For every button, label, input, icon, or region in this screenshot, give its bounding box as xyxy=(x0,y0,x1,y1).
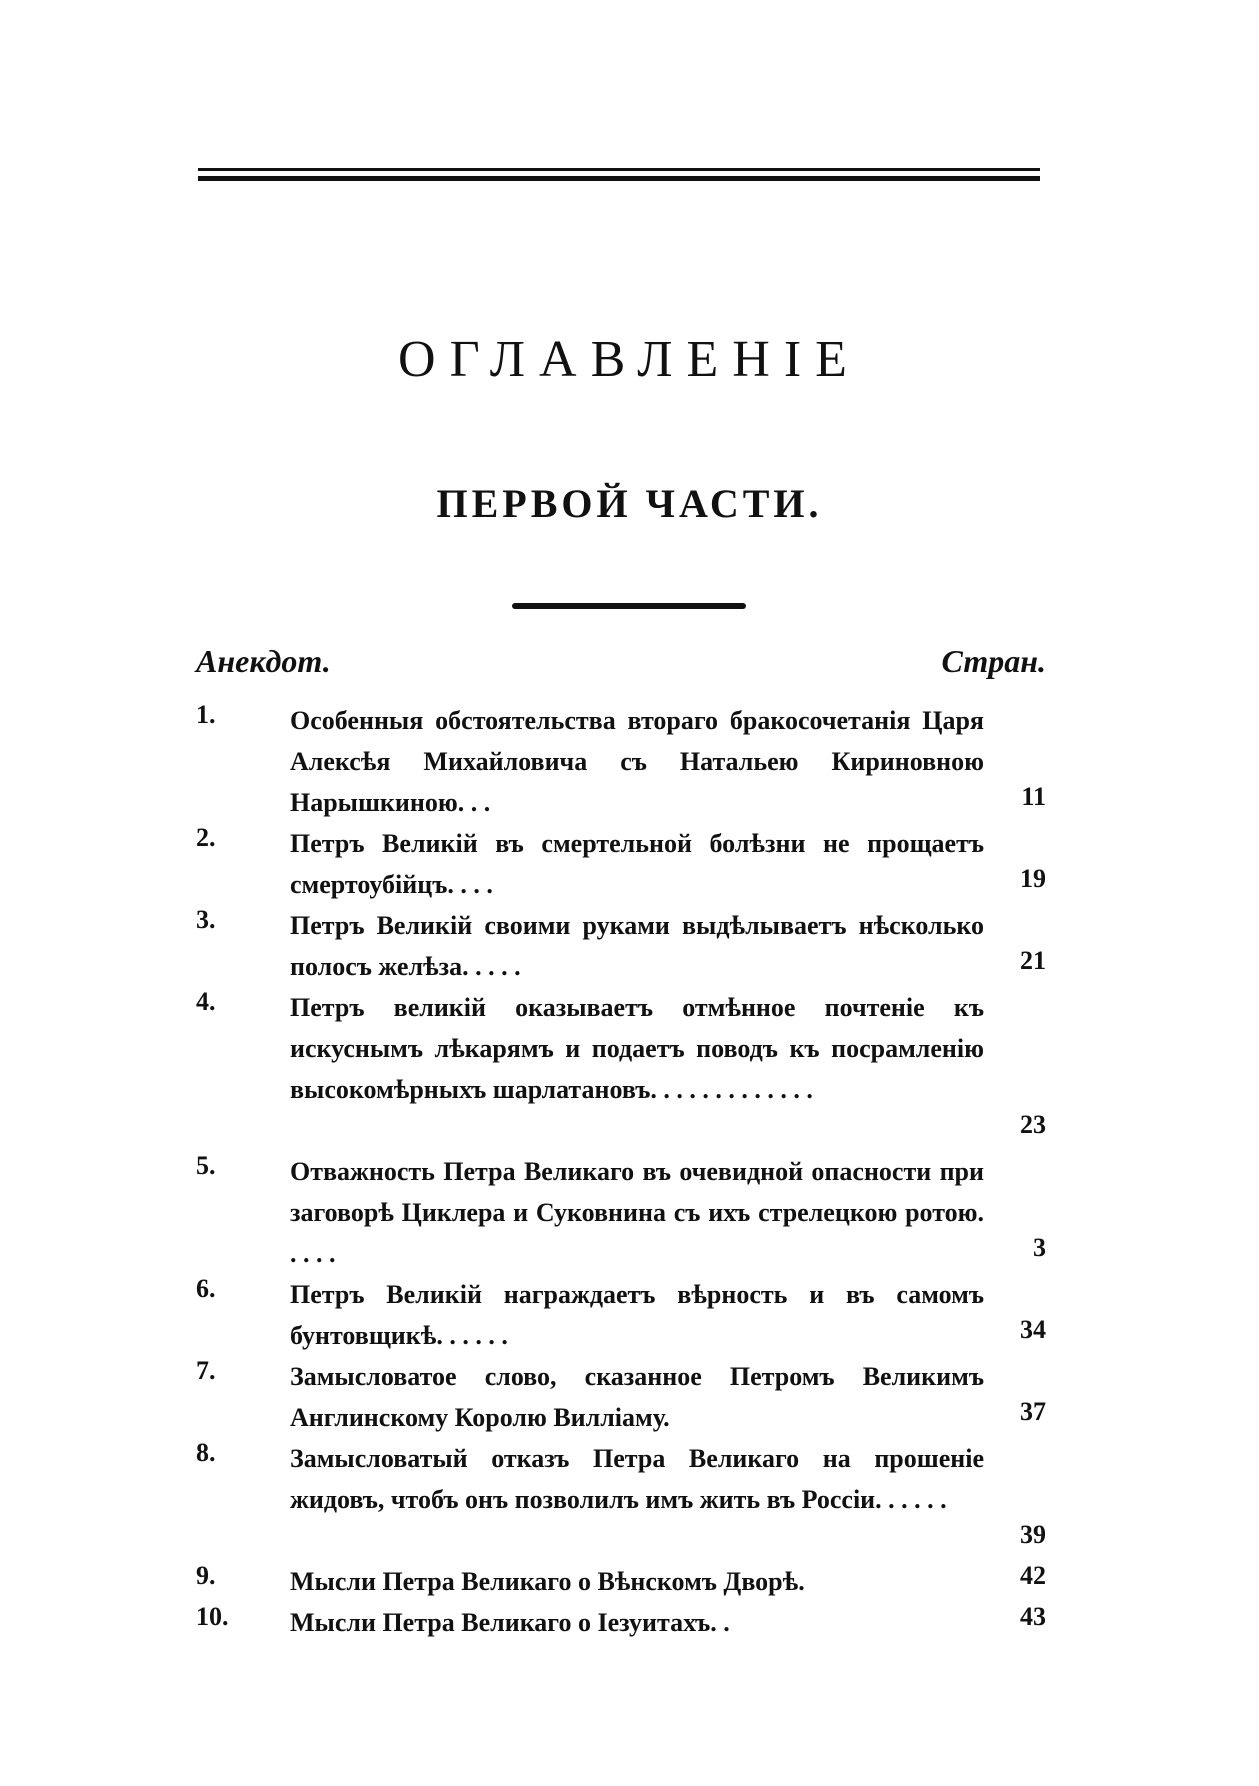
page-title: ОГЛАВЛЕНІЕ xyxy=(398,331,861,388)
toc-entry[interactable] xyxy=(196,1602,1046,1643)
toc-entry[interactable] xyxy=(196,823,1046,905)
entry-page-number: 39 xyxy=(1020,1520,1046,1549)
column-header-anecdote: Анекдот. xyxy=(196,643,331,679)
toc-entry[interactable] xyxy=(196,1438,1046,1561)
entry-title: Мысли Петра Великаго о Вѣнскомъ Дворѣ. xyxy=(290,1567,805,1596)
entry-title: Замысловатый отказъ Петра Великаго на прошеніе жидовъ, чтобъ онъ позволилъ имъ жить въ Россіи. . . . . . xyxy=(290,1444,984,1514)
entry-page-number: 43 xyxy=(1020,1602,1046,1631)
entry-title: Особенныя обстоятельства втораго бракосочетанія Царя Алексѣя Михайловича съ Натальею Кириновною Нарышкиною. . . xyxy=(290,706,984,817)
toc-entry[interactable] xyxy=(196,1274,1046,1356)
entry-title: Петръ Великій награждаетъ вѣрность и въ самомъ бунтовщикѣ. . . . . . xyxy=(290,1280,984,1350)
entry-page-number: 19 xyxy=(1020,864,1046,893)
toc-entry[interactable] xyxy=(196,1561,1046,1602)
column-header-page: Стран. xyxy=(941,643,1046,679)
toc-entry[interactable] xyxy=(196,987,1046,1151)
toc-entry[interactable] xyxy=(196,1356,1046,1438)
toc-entry[interactable] xyxy=(196,700,1046,823)
top-double-rule xyxy=(198,168,1040,182)
rule-line-thick xyxy=(198,176,1040,181)
entry-page-number: 42 xyxy=(1020,1561,1046,1590)
entry-title: Отважность Петра Великаго въ очевидной опасности при заговорѣ Циклера и Суковнина съ ихъ стрелецкою ротою. . . . . xyxy=(290,1157,984,1268)
entry-title: Петръ великій оказываетъ отмѣнное почтеніе къ искуснымъ лѣкарямъ и подаетъ поводъ къ посрамленію высокомѣрныхъ шарлатановъ. . . . . . . . . . . . . xyxy=(290,993,984,1104)
entry-number: 1. xyxy=(196,700,216,729)
entry-title: Мысли Петра Великаго о Іезуитахъ. . xyxy=(290,1608,730,1637)
entry-page-number: 23 xyxy=(1020,1110,1046,1139)
section-divider xyxy=(512,603,746,609)
entry-number: 9. xyxy=(196,1561,216,1590)
page-subtitle: ПЕРВОЙ ЧАСТИ. xyxy=(436,481,823,526)
toc-entry[interactable] xyxy=(196,1151,1046,1274)
rule-line-thin xyxy=(198,168,1040,171)
entry-number: 10. xyxy=(196,1602,229,1631)
entry-number: 4. xyxy=(196,987,216,1016)
entry-number: 7. xyxy=(196,1356,216,1385)
entry-page-number: 3 xyxy=(1033,1233,1046,1262)
toc-entry[interactable] xyxy=(196,905,1046,987)
entry-number: 5. xyxy=(196,1151,216,1180)
entry-title: Замысловатое слово, сказанное Петромъ Великимъ Англинскому Королю Вилліаму. xyxy=(290,1362,984,1432)
entry-number: 3. xyxy=(196,905,216,934)
entry-page-number: 11 xyxy=(1021,782,1046,811)
entry-page-number: 37 xyxy=(1020,1397,1046,1426)
entry-title: Петръ Великій въ смертельной болѣзни не прощаетъ смертоубійцъ. . . . xyxy=(290,829,984,899)
entry-page-number: 34 xyxy=(1020,1315,1046,1344)
entry-title: Петръ Великій своими руками выдѣлываетъ нѣсколько полосъ желѣза. . . . . xyxy=(290,911,984,981)
entry-number: 8. xyxy=(196,1438,216,1467)
entry-page-number: 21 xyxy=(1020,946,1046,975)
entry-number: 6. xyxy=(196,1274,216,1303)
entry-number: 2. xyxy=(196,823,216,852)
